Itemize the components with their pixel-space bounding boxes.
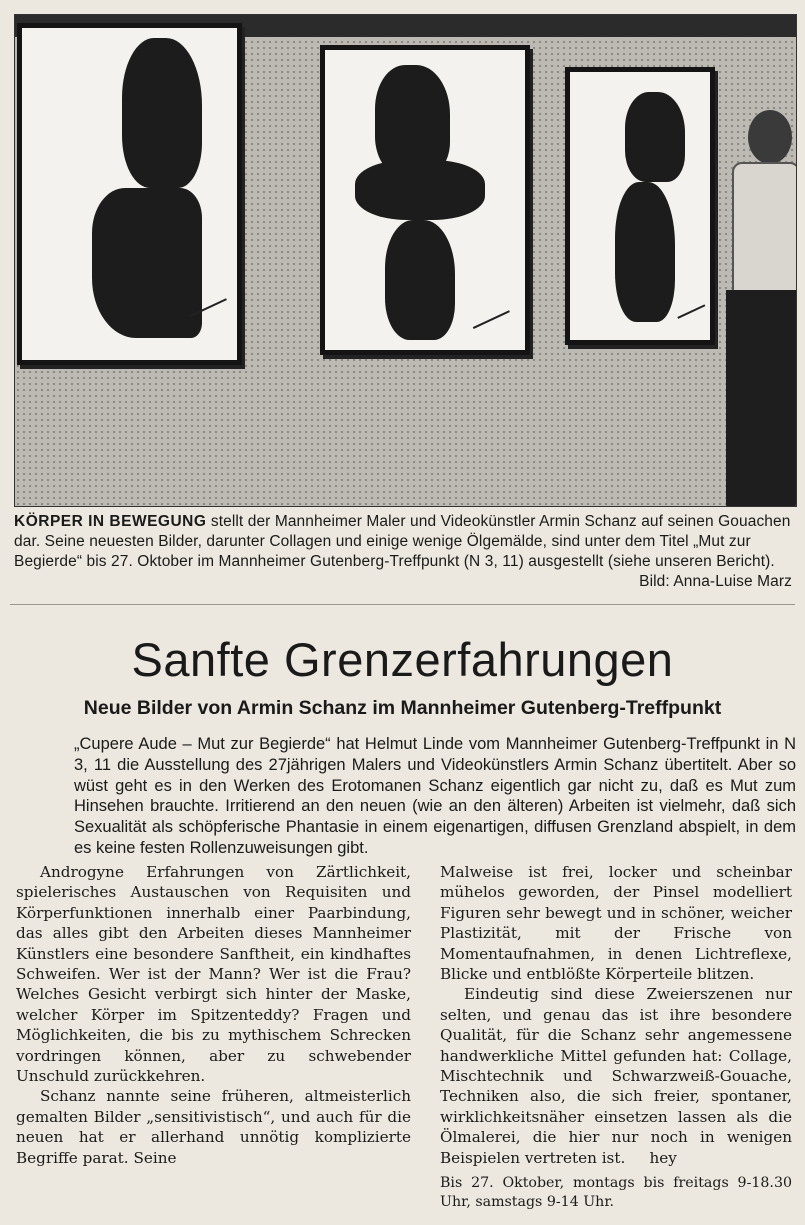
column-right <box>440 862 792 1212</box>
photo-caption <box>14 512 792 592</box>
article-headline: Sanfte Grenzerfahrungen <box>131 633 674 686</box>
visitor-figure <box>720 110 796 507</box>
author-initials: hey <box>649 1148 677 1167</box>
exhibition-info: Bis 27. Oktober, montags bis freitags 9-18.30 Uhr, samstags 9-14 Uhr. <box>440 1175 792 1211</box>
paragraph <box>440 984 792 1168</box>
article-intro: „Cupere Aude – Mut zur Begierde“ hat Helmut Linde vom Mannheimer Gutenberg-Treffpunkt in N 3, 11 die Ausstellung des 27jährigen Malers und Videokünstlers Armin Schanz übertitelt. Aber so wüst geht es in den Werken des Erotomanen Schanz eigentlich gar nicht zu, daß es Mut zum Hinsehen brauchte. Irritierend an den neuen (wie an den älteren) Arbeiten ist vielmehr, daß sich Sexualität als schöpferische Phantasie in einem eigenartigen, diffusen Grenzland abspielt, in dem es keine festen Rollenzuweisungen gibt. <box>74 735 796 857</box>
painting-frame-left <box>17 23 242 365</box>
caption-lead: KÖRPER IN BEWEGUNG <box>14 513 207 530</box>
paragraph: Androgyne Erfahrungen von Zärtlichkeit, spielerisches Austauschen von Requisiten und Körperfunktionen innerhalb einer Paarbindung, das alles gibt den Arbeiten dieses Mannheimer Künstlers eine besondere Sanftheit, ein kindhaftes Schweifen. Wer ist der Mann? Wer ist die Frau? Welches Gesicht verbirgt sich hinter der Maske, welcher Körper im Spitzenteddy? Fragen und Möglichkeiten, die bis zu mythischem Schrecken vordringen können, aber zu schwebender Unschuld zurückkehren. <box>16 863 411 1086</box>
divider <box>10 604 795 605</box>
paragraph-text: Eindeutig sind diese Zweierszenen nur selten, und genau das ist ihre besondere Qualität, für die Schanz sehr angemessene handwerkliche Mittel gefunden hat: Collage, Mischtechnik und Schwarzweiß-Gouache, Techniken also, die sich freier, spontaner, wirklichkeitsnäher einsetzen lassen als die Ölmalerei, die hier nur noch in wenigen Beispielen vertreten ist. <box>440 985 792 1167</box>
painting-frame-right <box>565 67 715 345</box>
caption-text: stellt der Mannheimer Maler und Videokünstler Armin Schanz auf seinen Gouachen dar. Seine neuesten Bilder, darunter Collagen und einige wenige Ölgemälde, sind unter dem Titel „Mut zur Begierde“ bis 27. Oktober im Mannheimer Gutenberg-Treffpunkt (N 3, 11) ausgestellt (siehe unseren Bericht). <box>14 513 791 570</box>
photo-credit: Bild: Anna-Luise Marz <box>639 573 792 590</box>
paragraph: Malweise ist frei, locker und scheinbar mühelos geworden, der Pinsel modelliert Figuren sehr bewegt und in schöner, weicher Plastizität, mit der Frische von Momentaufnahmen, in denen Lichtreflexe, Blicke und entblößte Körperteile blitzen. <box>440 863 792 984</box>
paragraph: Schanz nannte seine früheren, altmeisterlich gemalten Bilder „sensitivistisch“, und auch für die neuen hat er allerhand unnötig komplizierte Begriffe parat. Seine <box>16 1087 411 1167</box>
column-left <box>16 862 411 1168</box>
exhibition-photo <box>14 14 797 507</box>
article-subheadline: Neue Bilder von Armin Schanz im Mannheimer Gutenberg-Treffpunkt <box>83 697 722 719</box>
painting-frame-middle <box>320 45 530 355</box>
